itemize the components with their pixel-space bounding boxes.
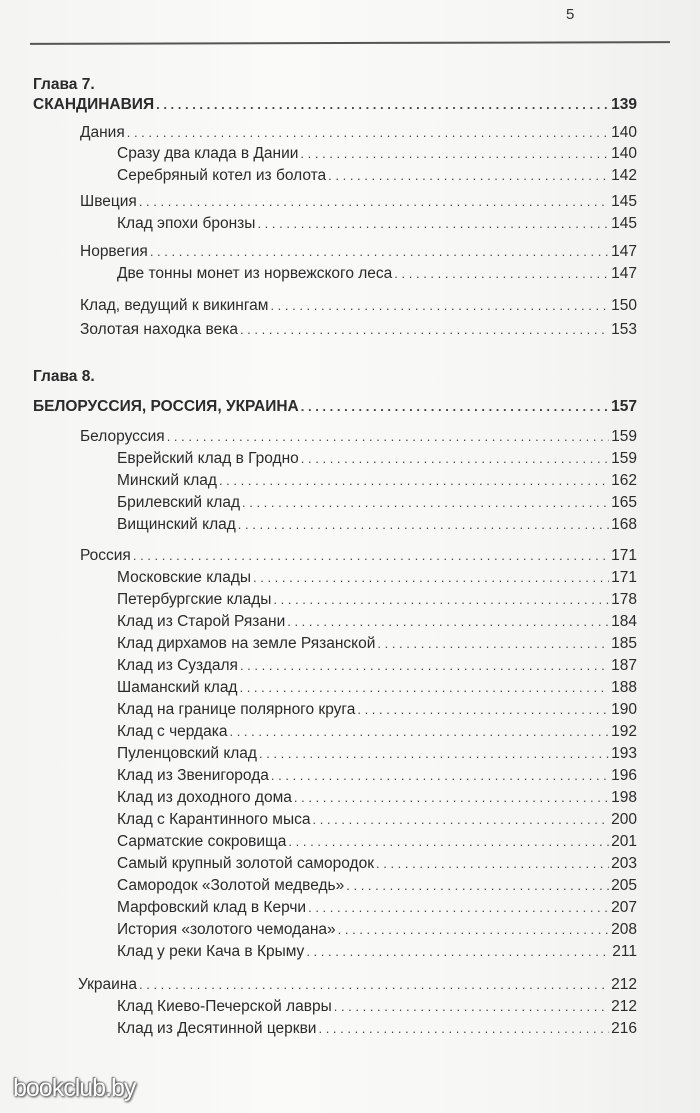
toc-entry <box>117 634 637 654</box>
leader-dots <box>257 214 609 234</box>
page-ref: 187 <box>611 657 637 674</box>
toc-entry <box>80 546 637 566</box>
leader-dots <box>306 942 610 962</box>
page-ref: 159 <box>611 428 637 445</box>
toc-entry <box>80 427 637 447</box>
entry-text: Еврейский клад в Гродно <box>117 450 299 467</box>
entry-text: Швеция <box>80 193 137 210</box>
toc-entry <box>117 788 637 808</box>
page-ref: 168 <box>611 516 637 533</box>
leader-dots <box>357 700 609 720</box>
page-ref: 205 <box>611 877 637 894</box>
page-ref: 184 <box>611 613 637 630</box>
leader-dots <box>301 397 609 417</box>
entry-text: Самородок «Золотой медведь» <box>117 877 345 894</box>
toc-entry <box>117 515 637 535</box>
page-ref: 207 <box>611 899 637 916</box>
page-ref: 185 <box>611 635 637 652</box>
toc-entry <box>117 1019 637 1039</box>
chapter-title-row <box>33 95 637 115</box>
leader-dots <box>133 546 609 566</box>
toc-entry <box>117 898 637 918</box>
toc-entry <box>80 320 637 340</box>
page-ref: 193 <box>611 745 637 762</box>
entry-text: Пуленцовский клад <box>117 745 257 762</box>
page-number: 5 <box>566 6 575 23</box>
page-ref: 190 <box>611 701 637 718</box>
page-ref: 212 <box>611 998 637 1015</box>
page-ref: 142 <box>611 167 637 184</box>
entry-text: Клад из Старой Рязани <box>117 613 286 630</box>
leader-dots <box>376 854 609 874</box>
toc-entry <box>117 449 637 469</box>
leader-dots <box>328 166 609 186</box>
page-ref: 198 <box>611 789 637 806</box>
leader-dots <box>240 320 609 340</box>
entry-text: Клад из доходного дома <box>117 789 292 806</box>
leader-dots <box>318 1019 609 1039</box>
toc-entry <box>117 997 637 1017</box>
page-ref: 212 <box>611 976 637 993</box>
leader-dots <box>253 568 609 588</box>
page-ref: 200 <box>611 811 637 828</box>
toc-entry <box>117 876 637 896</box>
page-ref: 211 <box>612 943 637 960</box>
leader-dots <box>377 634 609 654</box>
toc-entry <box>80 296 637 316</box>
entry-text: Клад из Звенигорода <box>117 767 269 784</box>
leader-dots <box>139 975 609 995</box>
page-ref: 165 <box>611 494 637 511</box>
page-ref: 216 <box>611 1020 637 1037</box>
leader-dots <box>139 192 609 212</box>
toc-entry <box>117 493 637 513</box>
entry-text: Клад с чердака <box>117 723 228 740</box>
leader-dots <box>259 744 609 764</box>
toc-entry <box>117 744 637 764</box>
leader-dots <box>127 123 609 143</box>
toc-entry <box>117 722 637 742</box>
entry-text: Клад, ведущий к викингам <box>80 297 269 314</box>
toc-entry <box>117 920 637 940</box>
page-ref: 196 <box>611 767 637 784</box>
toc-entry <box>117 264 637 284</box>
leader-dots <box>150 242 609 262</box>
page-ref: 208 <box>611 921 637 938</box>
leader-dots <box>288 832 609 852</box>
page-ref: 140 <box>611 145 637 162</box>
chapter-label: Глава 8. <box>33 368 95 385</box>
chapter-title: СКАНДИНАВИЯ <box>33 96 155 113</box>
entry-text: Вищинский клад <box>117 516 236 533</box>
page-ref: 157 <box>611 398 637 415</box>
page-ref: 188 <box>611 679 637 696</box>
entry-text: Россия <box>80 547 131 564</box>
toc-entry <box>117 166 637 186</box>
page-ref: 145 <box>611 193 637 210</box>
page-ref: 171 <box>611 569 637 586</box>
entry-text: Две тонны монет из норвежского леса <box>117 265 393 282</box>
toc-entry <box>117 214 637 234</box>
leader-dots <box>346 876 609 896</box>
toc-entry <box>117 854 637 874</box>
header-rule <box>30 41 670 45</box>
leader-dots <box>338 920 609 940</box>
page-ref: 201 <box>611 833 637 850</box>
toc-entry <box>117 810 637 830</box>
leader-dots <box>270 296 609 316</box>
leader-dots <box>238 515 609 535</box>
entry-text: Клад из Суздаля <box>117 657 238 674</box>
page-ref: 159 <box>611 450 637 467</box>
entry-text: Клад с Карантинного мыса <box>117 811 311 828</box>
entry-text: Клад эпохи бронзы <box>117 215 256 232</box>
page-ref: 147 <box>611 265 637 282</box>
page-ref: 150 <box>611 297 637 314</box>
toc-entry <box>117 700 637 720</box>
entry-text: Клад дирхамов на земле Рязанской <box>117 635 376 652</box>
page-ref: 153 <box>611 321 637 338</box>
page-ref: 147 <box>611 243 637 260</box>
leader-dots <box>239 678 609 698</box>
leader-dots <box>394 264 609 284</box>
toc-entry <box>80 123 637 143</box>
entry-text: Клад из Десятинной церкви <box>117 1020 317 1037</box>
leader-dots <box>312 810 609 830</box>
page-ref: 192 <box>611 723 637 740</box>
toc-entry <box>117 678 637 698</box>
leader-dots <box>294 788 609 808</box>
toc-entry <box>117 766 637 786</box>
toc-entry <box>78 975 637 995</box>
entry-text: Белоруссия <box>80 428 165 445</box>
toc-entry <box>117 942 637 962</box>
toc-entry <box>117 656 637 676</box>
entry-text: Золотая находка века <box>80 321 238 338</box>
page-ref: 178 <box>611 591 637 608</box>
chapter-label: Глава 7. <box>33 76 95 93</box>
entry-text: Серебряный котел из болота <box>117 167 327 184</box>
entry-text: Петербургские клады <box>117 591 272 608</box>
toc-entry <box>117 832 637 852</box>
page-ref: 139 <box>611 96 637 113</box>
leader-dots <box>156 95 609 115</box>
entry-text: Московские клады <box>117 569 252 586</box>
leader-dots <box>229 722 609 742</box>
entry-text: Клад у реки Кача в Крыму <box>117 943 305 960</box>
chapter-title-row <box>33 397 637 417</box>
entry-text: Клад на границе полярного круга <box>117 701 356 718</box>
toc-entry <box>117 568 637 588</box>
toc-entry <box>80 192 637 212</box>
page-ref: 203 <box>611 855 637 872</box>
page-ref: 140 <box>611 124 637 141</box>
entry-text: Клад Киево-Печерской лавры <box>117 998 332 1015</box>
leader-dots <box>300 144 609 164</box>
toc-entry <box>117 590 637 610</box>
leader-dots <box>273 590 609 610</box>
entry-text: Брилевский клад <box>117 494 240 511</box>
entry-text: Украина <box>78 976 138 993</box>
toc-entry <box>117 144 637 164</box>
toc-entry <box>117 612 637 632</box>
leader-dots <box>167 427 609 447</box>
leader-dots <box>242 493 609 513</box>
leader-dots <box>301 449 609 469</box>
leader-dots <box>308 898 609 918</box>
entry-text: Марфовский клад в Керчи <box>117 899 307 916</box>
toc-entry <box>80 242 637 262</box>
leader-dots <box>287 612 609 632</box>
entry-text: Самый крупный золотой самородок <box>117 855 374 872</box>
page-ref: 145 <box>611 215 637 232</box>
leader-dots <box>271 766 609 786</box>
entry-text: Шаманский клад <box>117 679 238 696</box>
entry-text: Норвегия <box>80 243 148 260</box>
toc-entry <box>117 471 637 491</box>
page-ref: 171 <box>611 547 637 564</box>
entry-text: Дания <box>80 124 125 141</box>
chapter-title: БЕЛОРУССИЯ, РОССИЯ, УКРАИНА <box>33 398 299 415</box>
entry-text: Сарматские сокровища <box>117 833 287 850</box>
leader-dots <box>219 471 609 491</box>
entry-text: Минский клад <box>117 472 217 489</box>
entry-text: История «золотого чемодана» <box>117 921 336 938</box>
page-ref: 162 <box>611 472 637 489</box>
leader-dots <box>334 997 609 1017</box>
watermark: bookclub.by <box>13 1074 136 1102</box>
leader-dots <box>240 656 609 676</box>
entry-text: Сразу два клада в Дании <box>117 145 299 162</box>
